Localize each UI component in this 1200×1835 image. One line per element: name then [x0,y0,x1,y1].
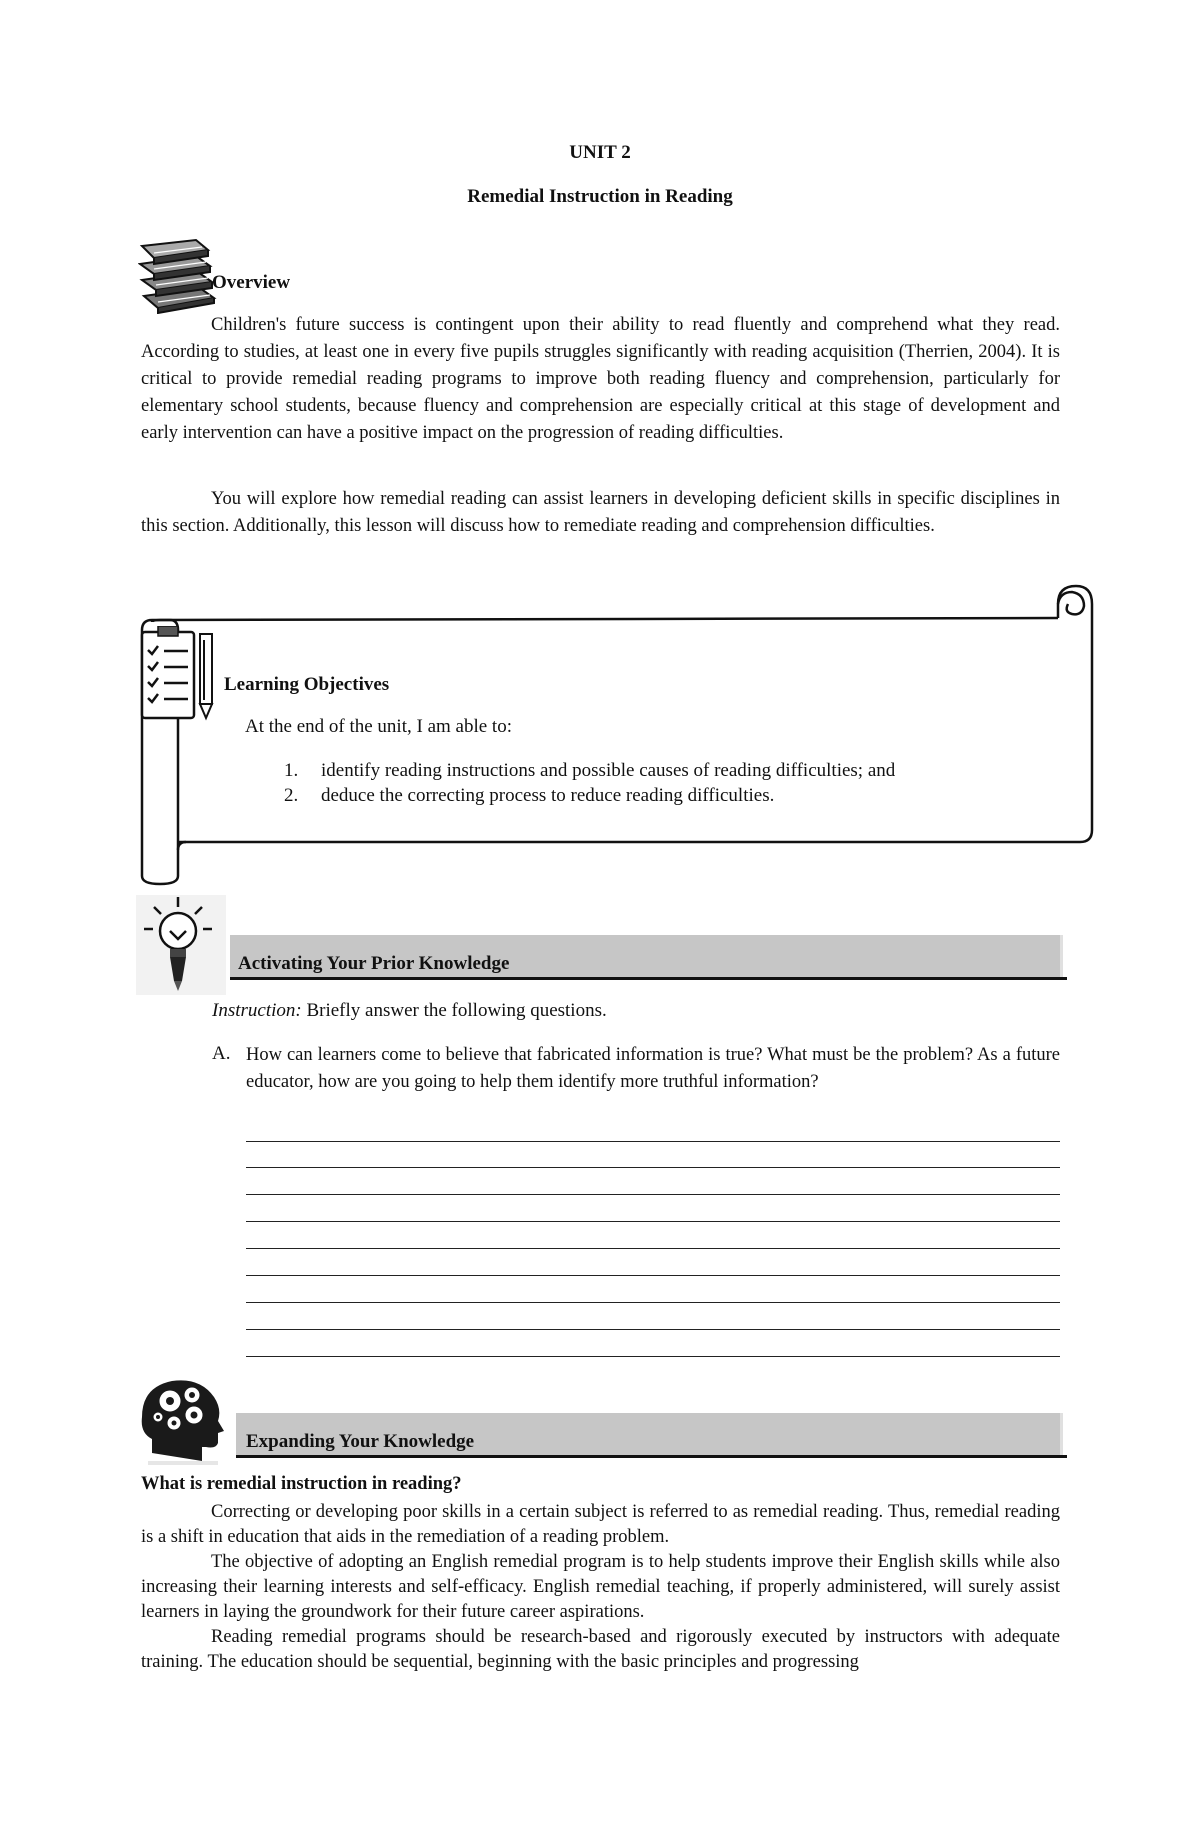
overview-heading: Overview [212,272,291,293]
objective-number: 1. [284,760,299,781]
overview-paragraph-2: You will explore how remedial reading can assist learners in developing deficient skills in specific disciplines in this section. Additionally, this lesson will discuss how to remediate reading and comprehension difficulties. [141,489,1060,536]
objective-item-2 [284,783,1064,808]
lightbulb-pen-icon [136,895,226,995]
question-text: How can learners come to believe that fabricated information is true? What must be the problem? As a future educator, how are you going to help them identify more truthful information? [246,1045,1060,1092]
expanding-heading: Expanding Your Knowledge [246,1431,475,1452]
answer-line[interactable] [246,1141,1060,1142]
overview-paragraph-1: Children's future success is contingent upon their ability to read fluently and comprehend what they read. According to studies, at least one in every five pupils struggles significantly with reading acquisition (Therrien, 2004). It is critical to provide remedial reading programs to improve both reading fluency and comprehension, particularly for elementary school students, because fluency and comprehension are especially critical at this stage of development and early intervention can have a positive impact on the progression of reading difficulties. [141,315,1060,443]
objective-text: deduce the correcting process to reduce reading difficulties. [321,785,775,806]
head-gears-icon [136,1373,228,1467]
prior-heading: Activating Your Prior Knowledge [238,953,510,974]
answer-line[interactable] [246,1194,1060,1195]
page-title: Remedial Instruction in Reading [467,186,733,207]
answer-line[interactable] [246,1329,1060,1330]
books-stack-icon [138,238,218,314]
prior-instruction [212,1000,607,1022]
answer-line[interactable] [246,1167,1060,1168]
answer-line[interactable] [246,1302,1060,1303]
objectives-intro: At the end of the unit, I am able to: [245,716,512,737]
checklist-pencil-icon [138,626,218,722]
expanding-subheading: What is remedial instruction in reading? [141,1474,462,1494]
expanding-paragraph-2: The objective of adopting an English remedial program is to help students improve their English skills while also increasing their learning interests and self-efficacy. English remedial teaching, if properly administered, will surely assist learners in laying the groundwork for their future career aspirations. [141,1552,1060,1622]
answer-line[interactable] [246,1248,1060,1249]
instruction-text: Briefly answer the following questions. [301,1000,607,1021]
answer-line[interactable] [246,1221,1060,1222]
expanding-paragraph-3: Reading remedial programs should be research-based and rigorously executed by instructors with adequate training. The education should be sequential, beginning with the basic principles and progressing [141,1627,1060,1672]
question-letter: A. [212,1043,231,1064]
objectives-heading: Learning Objectives [224,674,390,695]
objectives-list [284,758,1064,808]
objective-text: identify reading instructions and possible causes of reading difficulties; and [321,760,896,781]
unit-label: UNIT 2 [569,142,631,163]
instruction-label: Instruction: [212,1000,302,1021]
objective-number: 2. [284,785,299,806]
answer-line[interactable] [246,1356,1060,1357]
prior-banner-rule [230,977,1067,980]
objective-item-1 [284,758,1064,783]
expanding-paragraph-1: Correcting or developing poor skills in a certain subject is referred to as remedial reading. Thus, remedial reading is a shift in education that aids in the remediation of a reading problem. [141,1502,1060,1547]
expanding-banner-rule [236,1455,1067,1458]
answer-line[interactable] [246,1275,1060,1276]
